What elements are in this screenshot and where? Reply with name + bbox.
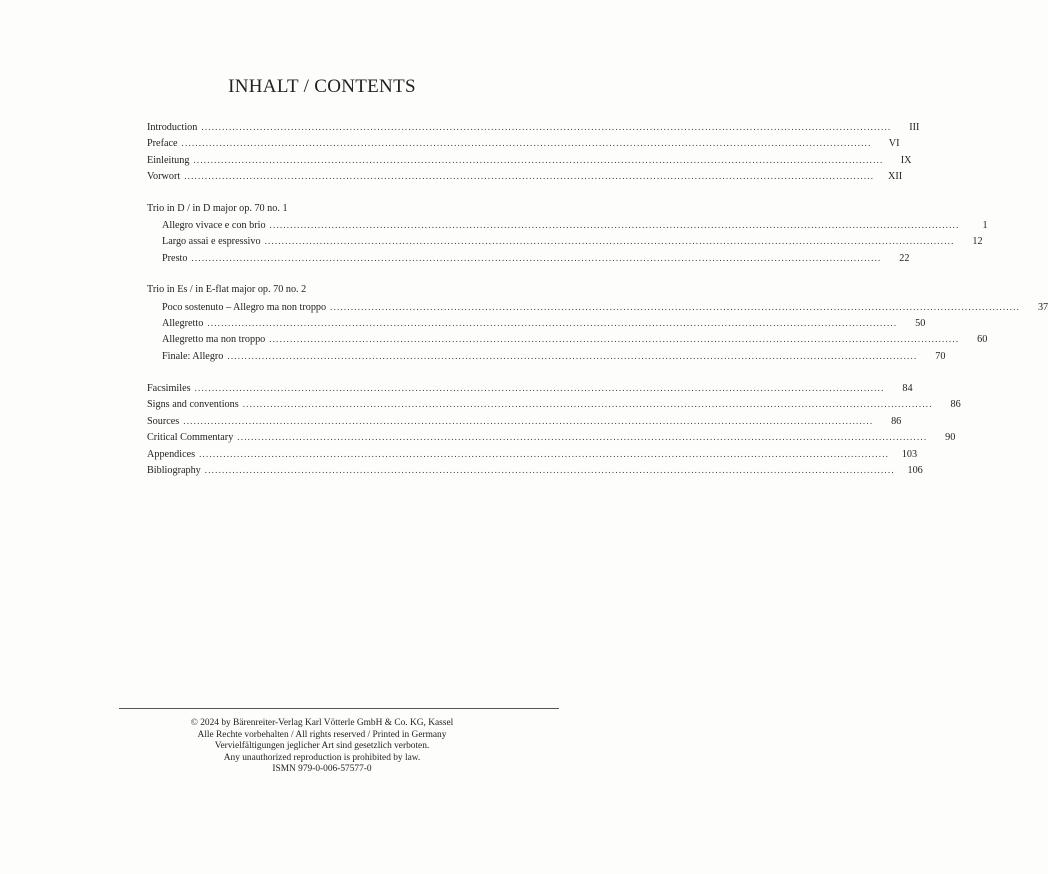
leader-dots: ........................................................................................................................................................................................................ <box>199 448 890 459</box>
leader-dots: ........................................................................................................................................................................................................ <box>191 252 882 263</box>
toc-entry <box>147 250 910 266</box>
toc-entry <box>147 331 988 347</box>
leader-dots: ........................................................................................................................................................................................................ <box>193 154 884 165</box>
toc-entry <box>147 348 946 364</box>
toc-entry <box>147 168 903 184</box>
toc-entry-page: XII <box>888 171 903 183</box>
toc-entry <box>147 119 920 135</box>
leader-dots: ........................................................................................................................................................................................................ <box>264 236 955 247</box>
toc-entry-label: Facsimiles <box>147 383 191 395</box>
toc-entry-page: 84 <box>902 383 913 395</box>
toc-entry-page: 103 <box>901 448 918 460</box>
toc-entry-page: 1 <box>982 219 988 231</box>
toc-entry <box>147 396 961 412</box>
trio1-section <box>147 201 988 267</box>
toc-entry <box>147 135 900 151</box>
imprint-line: Alle Rechte vorbehalten / All rights reserved / Printed in Germany <box>197 729 447 740</box>
toc-entry-label: Preface <box>147 138 178 150</box>
toc-entry <box>147 315 926 331</box>
toc-entry-label: Allegro vivace e con brio <box>162 219 266 231</box>
trio2-section <box>147 282 1048 364</box>
toc-entry-label: Critical Commentary <box>147 432 234 444</box>
leader-dots: ........................................................................................................................................................................................................ <box>237 432 928 443</box>
toc-entry-label: Allegretto <box>162 317 204 329</box>
toc-entry-label: Finale: Allegro <box>162 350 224 362</box>
toc-entry <box>147 233 983 249</box>
toc-entry <box>147 429 956 445</box>
imprint-line: ISMN 979-0-006-57577-0 <box>272 764 372 775</box>
toc-entry <box>147 217 988 233</box>
toc-entry-page: 37 <box>1037 301 1048 313</box>
leader-dots: ........................................................................................................................................................................................................ <box>204 465 895 476</box>
toc-entry-label: Signs and conventions <box>147 399 239 411</box>
toc-entry <box>147 462 923 478</box>
toc-entry-page: 50 <box>915 317 926 329</box>
toc-entry-label: Introduction <box>147 122 198 133</box>
toc-entry-page: 86 <box>891 415 902 427</box>
toc-entry-page: 12 <box>972 236 983 248</box>
leader-dots: ........................................................................................................................................................................................................ <box>269 219 960 230</box>
toc-entry <box>147 380 913 396</box>
page-title: INHALT / CONTENTS <box>228 76 416 97</box>
leader-dots: ........................................................................................................................................................................................................ <box>194 383 885 394</box>
leader-dots: ........................................................................................................................................................................................................ <box>269 334 960 345</box>
toc-entry-label: Presto <box>162 252 188 264</box>
toc-entry-page: 22 <box>899 252 910 264</box>
table-of-contents <box>147 119 1048 478</box>
leader-dots: ........................................................................................................................................................................................................ <box>242 399 933 410</box>
toc-entry-page: VI <box>888 138 900 150</box>
toc-entry-label: Bibliography <box>147 465 201 477</box>
toc-entry <box>147 446 918 462</box>
toc-entry-label: Sources <box>147 415 180 427</box>
toc-entry-page: 70 <box>935 350 946 362</box>
leader-dots: ........................................................................................................................................................................................................ <box>330 301 1021 312</box>
imprint-line: Any unauthorized reproduction is prohibited by law. <box>223 752 421 763</box>
toc-entry-page: IX <box>900 154 912 166</box>
section-heading: Trio in D / in D major op. 70 no. 1 <box>147 202 288 214</box>
leader-dots: ........................................................................................................................................................................................................ <box>207 317 898 328</box>
toc-entry-label: Largo assai e espressivo <box>162 236 261 248</box>
toc-entry-label: Einleitung <box>147 154 190 166</box>
toc-entry-label: Appendices <box>147 448 196 460</box>
leader-dots: ........................................................................................................................................................................................................ <box>181 138 872 149</box>
toc-entry-page: 106 <box>907 465 923 477</box>
toc-entry <box>147 152 912 168</box>
leader-dots: ........................................................................................................................................................................................................ <box>184 171 875 182</box>
toc-entry-page: III <box>909 122 920 133</box>
section-heading: Trio in Es / in E-flat major op. 70 no. 2 <box>147 284 307 296</box>
leader-dots: ........................................................................................................................................................................................................ <box>227 350 918 361</box>
front-matter-list <box>147 119 920 185</box>
toc-entry <box>147 413 902 429</box>
toc-entry-label: Poco sostenuto – Allegro ma non troppo <box>162 301 327 313</box>
toc-entry-label: Vorwort <box>147 171 181 183</box>
imprint-line: © 2024 by Bärenreiter-Verlag Karl Vötterle GmbH & Co. KG, Kassel <box>190 718 454 728</box>
toc-entry-label: Allegretto ma non troppo <box>162 334 266 346</box>
toc-entry <box>147 299 1048 315</box>
toc-entry-page: 60 <box>977 334 988 346</box>
leader-dots: ........................................................................................................................................................................................................ <box>201 122 892 132</box>
footer-divider <box>119 708 559 709</box>
toc-entry-page: 90 <box>945 432 956 444</box>
copyright-imprint <box>0 718 644 776</box>
leader-dots: ........................................................................................................................................................................................................ <box>183 415 874 426</box>
toc-entry-page: 86 <box>950 399 961 411</box>
back-matter-list <box>147 380 961 478</box>
imprint-line: Vervielfältigungen jeglicher Art sind gesetzlich verboten. <box>214 741 430 752</box>
